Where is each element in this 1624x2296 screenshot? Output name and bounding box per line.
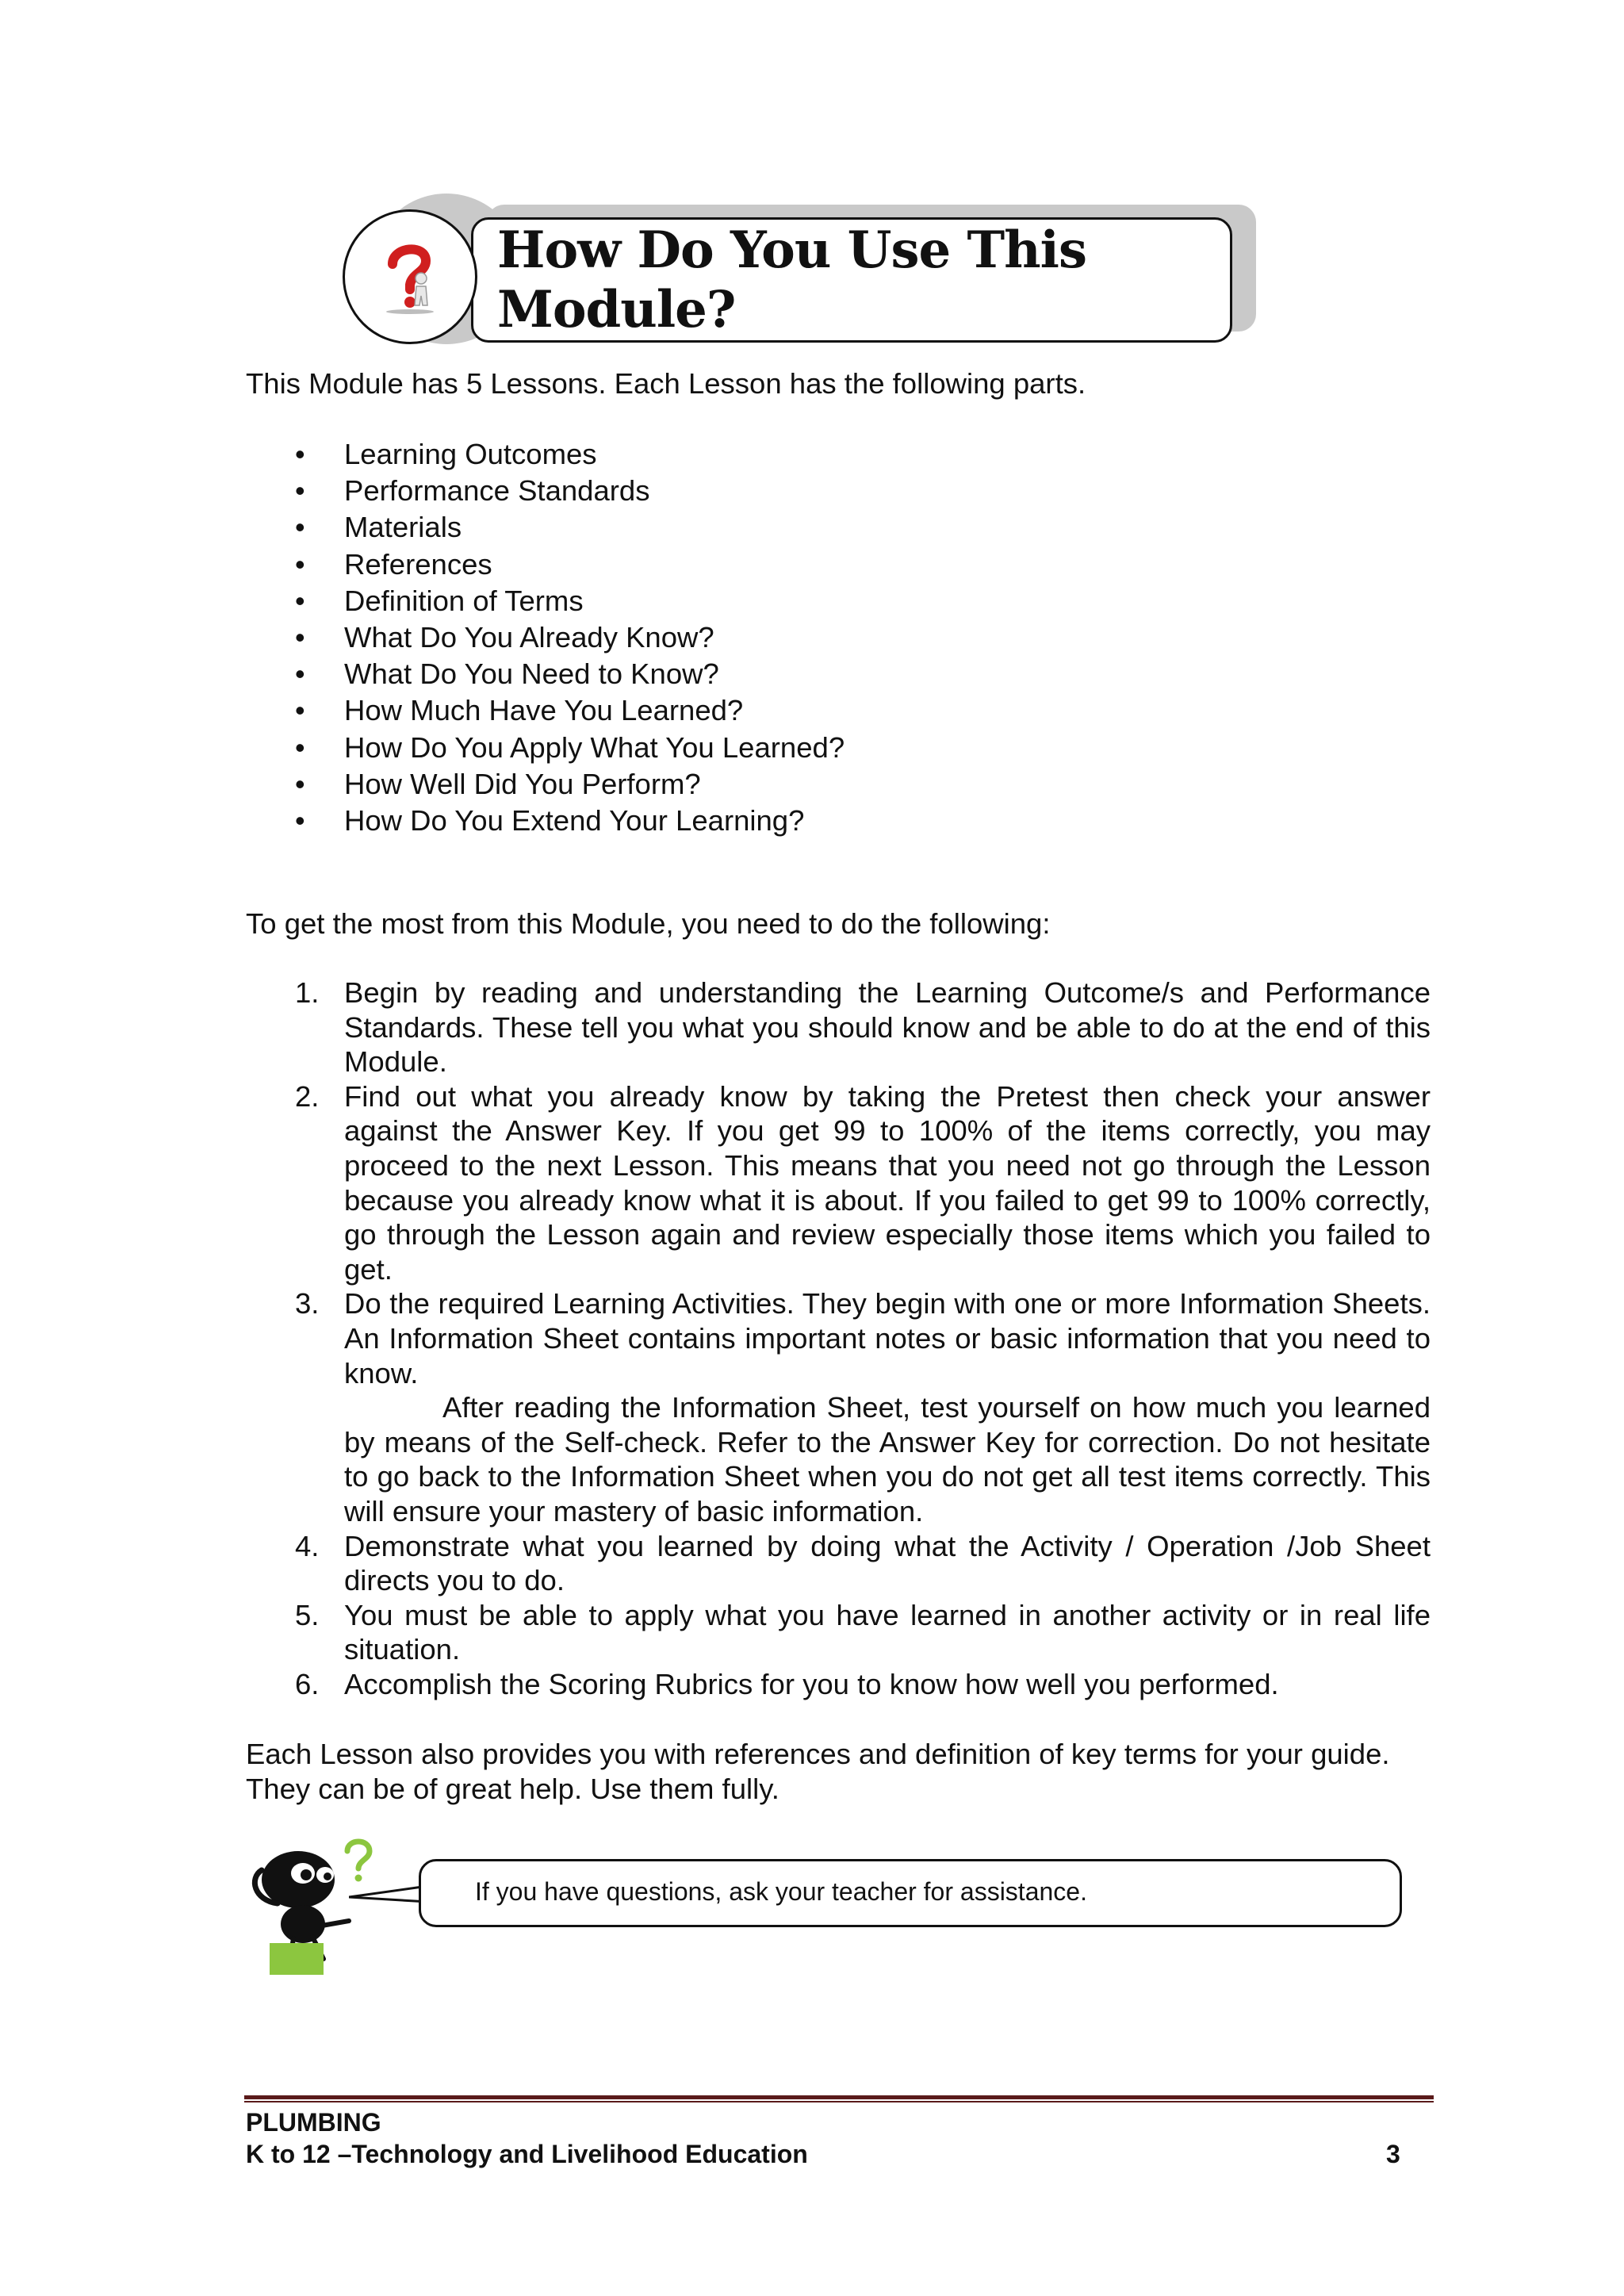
step-item <box>246 1529 1431 1598</box>
list-item: • References <box>246 546 1431 583</box>
step-text-continued: After reading the Information Sheet, test yourself on how much you learned by means of the Self-check. Refer to the Answer Key for correction. Do not hesitate to go back to the Information Sheet when you do not get all test items correctly. This will ensure your mastery of basic information. <box>344 1391 1431 1527</box>
title-box <box>471 217 1232 343</box>
footer-course: K to 12 –Technology and Livelihood Education <box>246 2140 808 2168</box>
footer-divider-thin <box>244 2101 1434 2102</box>
question-figure-icon <box>362 229 458 324</box>
closing-text: Each Lesson also provides you with references and definition of key terms for your guide. They can be of great help. Use them fully. <box>246 1738 1390 1805</box>
step-text: Demonstrate what you learned by doing what the Activity / Operation /Job Sheet directs you to do. <box>344 1529 1431 1597</box>
page-number: 3 <box>1386 2140 1400 2168</box>
step-number: 3. <box>295 1287 320 1320</box>
step-number: 5. <box>295 1598 320 1631</box>
speech-bubble <box>419 1859 1402 1927</box>
footer-subject: PLUMBING <box>246 2108 381 2137</box>
footer-divider <box>244 2095 1434 2105</box>
list-item: • How Do You Apply What You Learned? <box>246 730 1431 766</box>
list-item: • How Do You Extend Your Learning? <box>246 803 1431 839</box>
instructions-lead: To get the most from this Module, you need to do the following: <box>246 907 1051 940</box>
page-title: How Do You Use This Module? <box>497 220 1086 339</box>
list-item: • How Much Have You Learned? <box>246 692 1431 729</box>
list-item: • How Well Did You Perform? <box>246 766 1431 803</box>
step-item <box>246 976 1431 1079</box>
step-number: 1. <box>295 976 320 1009</box>
list-item: • What Do You Already Know? <box>246 619 1431 656</box>
speech-bubble-tail <box>349 1878 428 1910</box>
step-text: Find out what you already know by taking the Pretest then check your answer against the Answer Key. If you get 99 to 100% of the items correctly, you may proceed to the next Lesson. This means that you need not go through the Lesson because you already know what it is about. If you failed to get 99 to 100% correctly, go through the Lesson again and review especially those items which you failed to get. <box>344 1079 1431 1286</box>
step-item <box>246 1598 1431 1667</box>
step-text: Accomplish the Scoring Rubrics for you to know how well you performed. <box>344 1667 1279 1700</box>
step-item <box>246 1286 1431 1528</box>
step-item <box>246 1079 1431 1287</box>
list-item: • Materials <box>246 509 1431 546</box>
list-item: • Learning Outcomes <box>246 436 1431 473</box>
lesson-parts-list <box>246 436 1431 839</box>
title-banner <box>339 194 1259 360</box>
step-number: 4. <box>295 1529 320 1562</box>
intro-text: This Module has 5 Lessons. Each Lesson has the following parts. <box>246 367 1086 400</box>
step-item <box>246 1667 1431 1702</box>
list-item: • Definition of Terms <box>246 583 1431 619</box>
list-item: • Performance Standards <box>246 473 1431 509</box>
instructions-list <box>246 976 1431 1701</box>
step-text: Do the required Learning Activities. They begin with one or more Information Sheets. An Information Sheet contains important notes or basic information that you need to know. <box>344 1287 1431 1389</box>
step-number: 2. <box>295 1079 320 1113</box>
list-item: • What Do You Need to Know? <box>246 656 1431 692</box>
step-text: Begin by reading and understanding the Learning Outcome/s and Performance Standards. These tell you what you should know and be able to do at the end of this Module. <box>344 976 1431 1079</box>
question-figure-badge <box>343 209 477 344</box>
step-text: You must be able to apply what you have learned in another activity or in real life situation. <box>344 1598 1431 1666</box>
step-number: 6. <box>295 1667 320 1700</box>
footer-divider-thick <box>244 2095 1434 2099</box>
callout-text: If you have questions, ask your teacher for assistance. <box>475 1877 1087 1906</box>
